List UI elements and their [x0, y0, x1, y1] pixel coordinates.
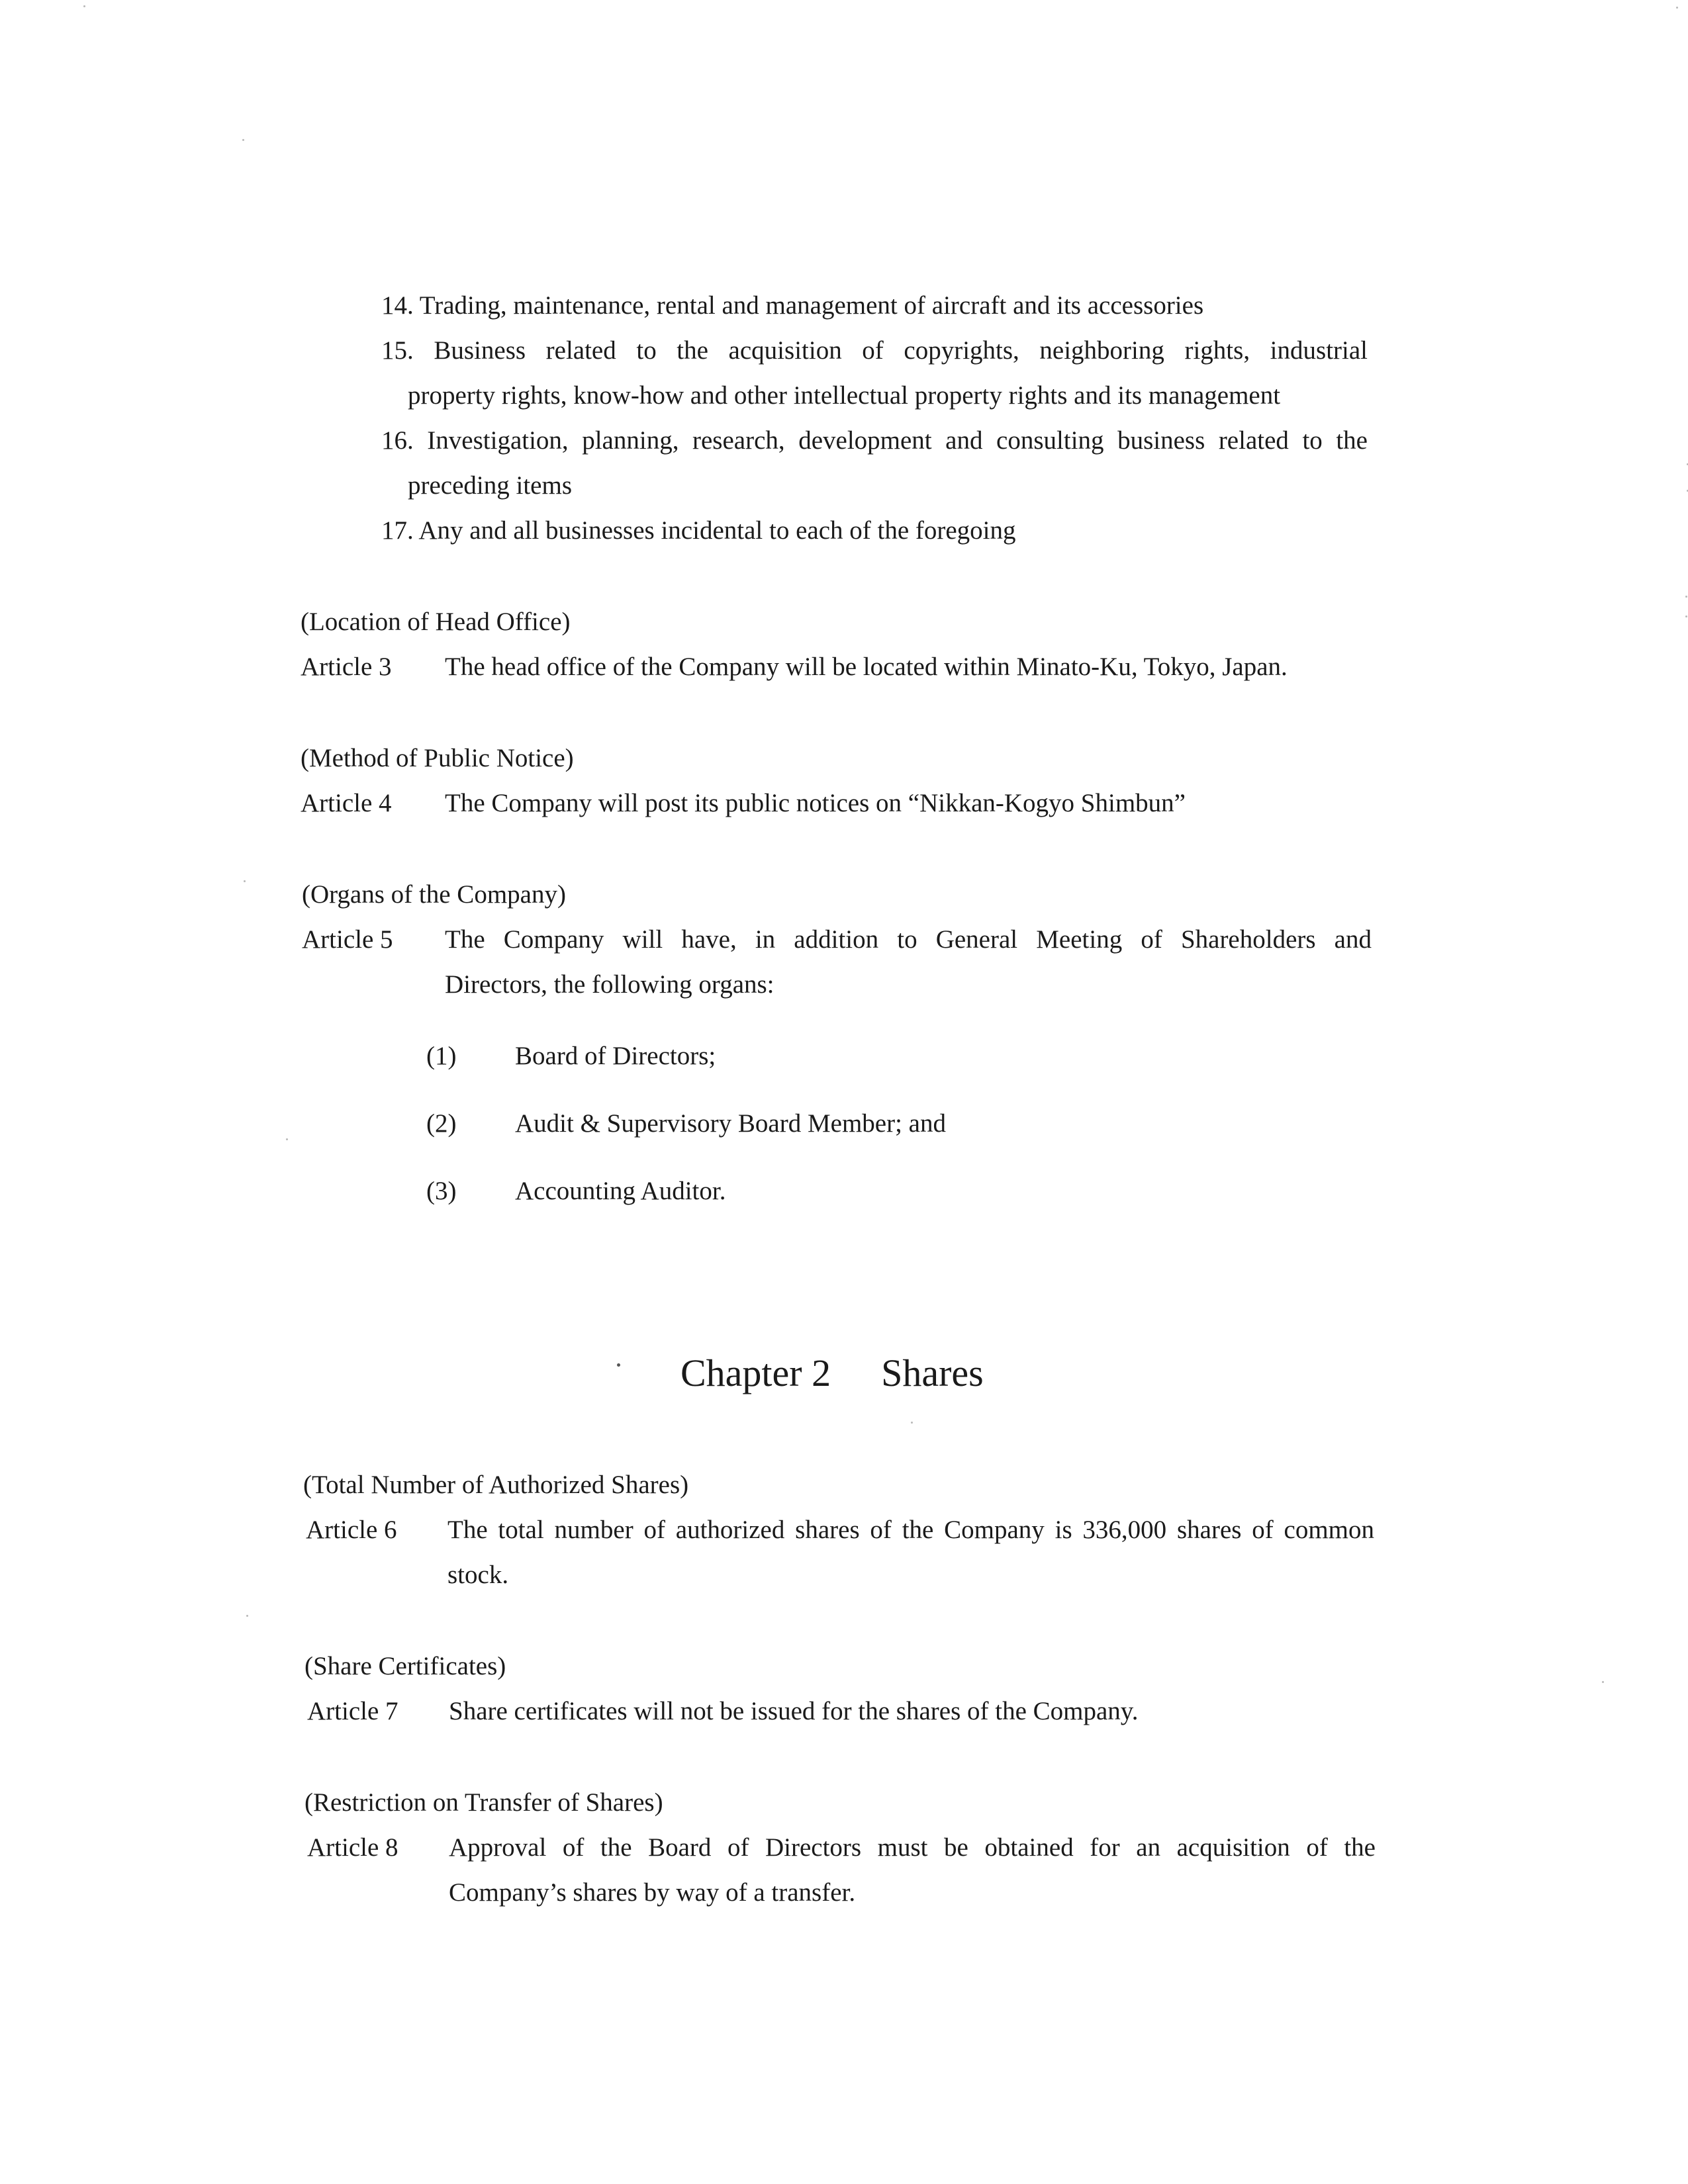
scan-speck [242, 139, 244, 141]
article-5-heading: (Organs of the Company) [302, 880, 566, 909]
article-8-heading: (Restriction on Transfer of Shares) [305, 1788, 663, 1817]
article-8-text-line-2: Company’s shares by way of a transfer. [449, 1878, 856, 1907]
item-17: 17. Any and all businesses incidental to each of the foregoing [381, 516, 1016, 545]
chapter-number: Chapter 2 [680, 1351, 831, 1394]
organ-text: Board of Directors; [515, 1042, 716, 1070]
scan-speck [1685, 615, 1687, 617]
item-15-line-2: property rights, know-how and other intellectual property rights and its management [408, 381, 1281, 410]
scan-speck [1685, 596, 1687, 598]
item-16-line-2: preceding items [408, 471, 572, 500]
article-8-text-line-1: Approval of the Board of Directors must be obtained for an acquisition of the [449, 1833, 1376, 1862]
organ-number: (3) [426, 1177, 457, 1205]
article-6-heading: (Total Number of Authorized Shares) [303, 1471, 689, 1499]
scan-speck [244, 880, 246, 882]
chapter-heading [680, 1350, 984, 1396]
article-4-heading: (Method of Public Notice) [301, 744, 574, 772]
organ-number: (1) [426, 1042, 457, 1070]
article-5-text-line-2: Directors, the following organs: [445, 970, 774, 999]
article-3-text: The head office of the Company will be located within Minato-Ku, Tokyo, Japan. [445, 653, 1288, 681]
item-16-line-1: 16. Investigation, planning, research, development and consulting business related to the [381, 426, 1368, 455]
article-8-label: Article 8 [307, 1833, 399, 1862]
article-5-text-line-1: The Company will have, in addition to General Meeting of Shareholders and [445, 925, 1372, 954]
organ-text: Audit & Supervisory Board Member; and [515, 1109, 946, 1138]
article-7-label: Article 7 [307, 1697, 399, 1725]
article-6-text-line-2: stock. [447, 1561, 509, 1589]
scan-speck [286, 1138, 288, 1140]
scan-speck [83, 5, 85, 7]
chapter-title: Shares [881, 1351, 984, 1394]
scan-speck [1602, 1681, 1604, 1683]
article-7-heading: (Share Certificates) [305, 1652, 506, 1680]
organ-text: Accounting Auditor. [515, 1177, 726, 1205]
article-3-heading: (Location of Head Office) [301, 608, 571, 636]
article-5-label: Article 5 [302, 925, 393, 954]
item-14: 14. Trading, maintenance, rental and management of aircraft and its accessories [381, 291, 1204, 320]
article-4-text: The Company will post its public notices on “Nikkan-Kogyo Shimbun” [445, 789, 1186, 817]
scan-speck [617, 1363, 620, 1367]
article-6-label: Article 6 [306, 1516, 397, 1544]
item-15-line-1: 15. Business related to the acquisition of copyrights, neighboring rights, industrial [381, 336, 1368, 365]
organ-number: (2) [426, 1109, 457, 1138]
scan-speck [911, 1422, 913, 1424]
article-6-text-line-1: The total number of authorized shares of the Company is 336,000 shares of common [447, 1516, 1374, 1544]
article-4-label: Article 4 [301, 789, 392, 817]
scan-speck [246, 1615, 248, 1617]
scan-speck [1676, 7, 1678, 9]
article-7-text: Share certificates will not be issued for the shares of the Company. [449, 1697, 1139, 1725]
article-3-label: Article 3 [301, 653, 392, 681]
